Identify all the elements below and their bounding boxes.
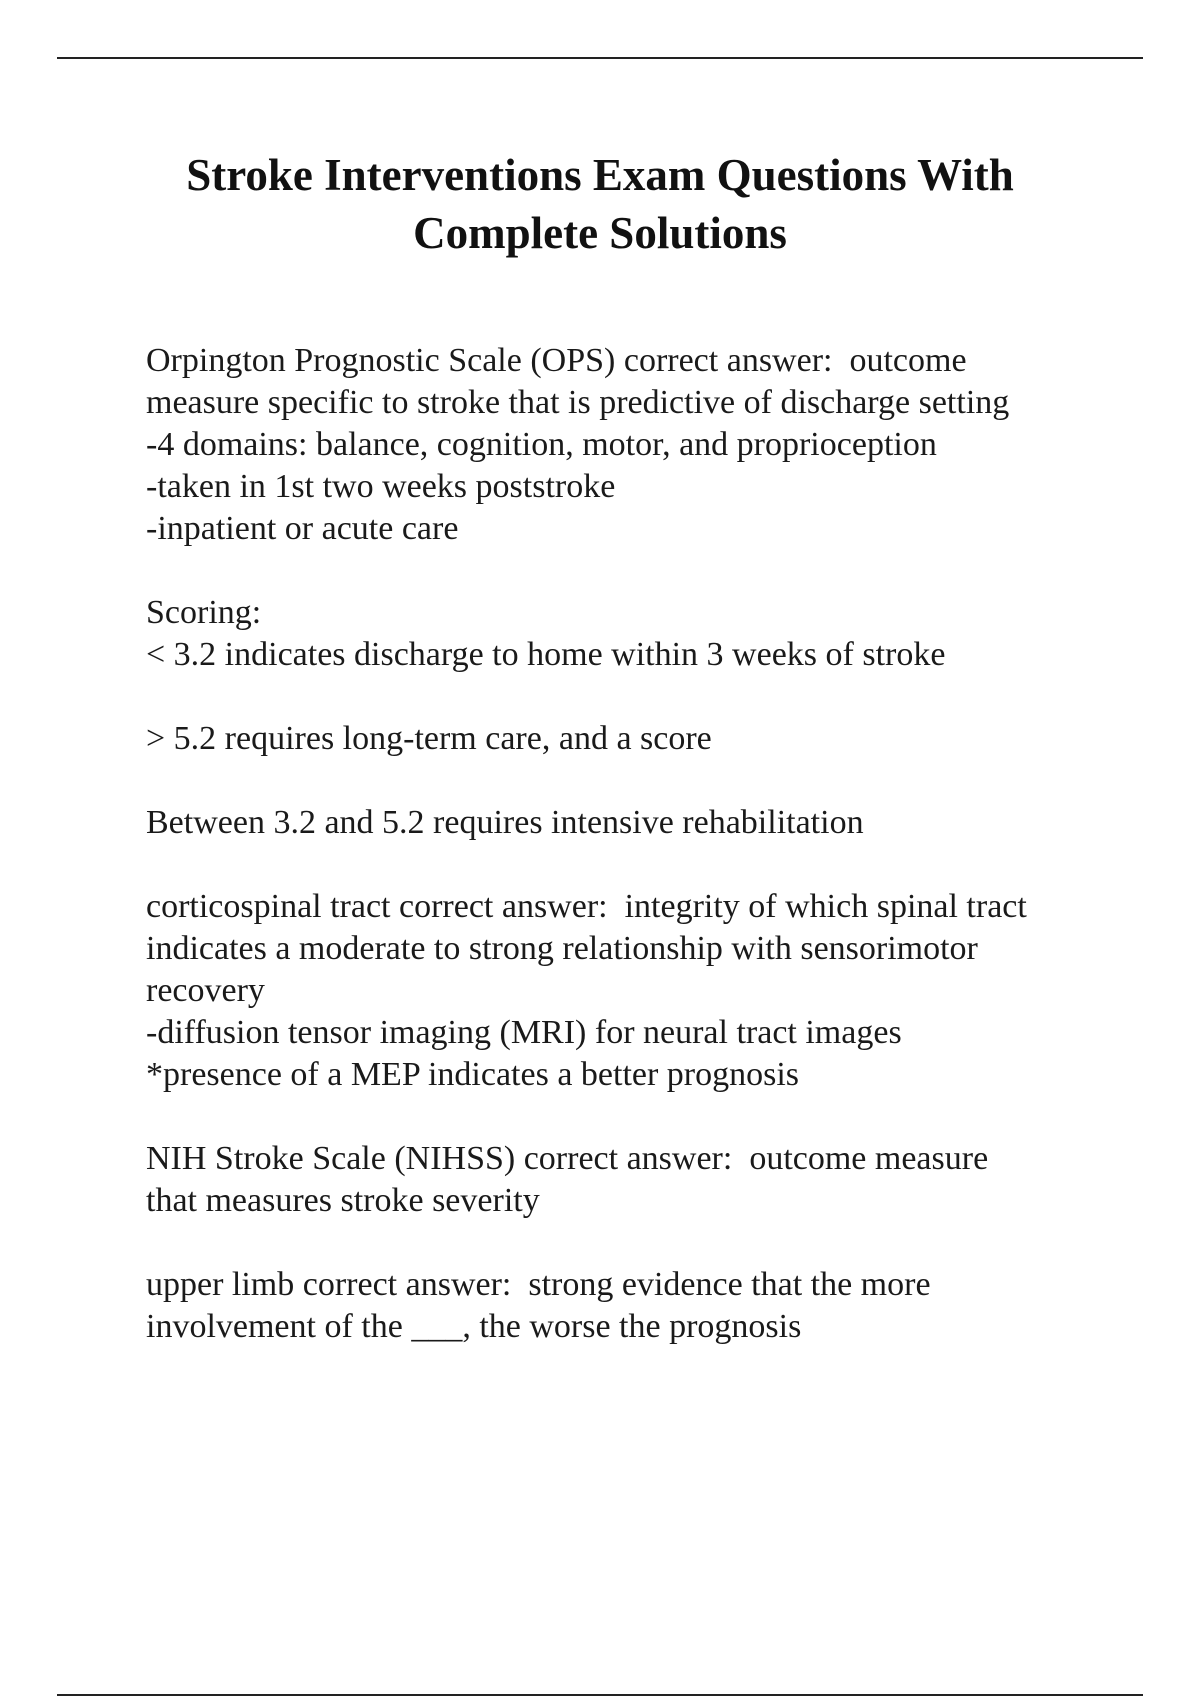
document-title (100, 146, 1100, 262)
text-line: recovery (146, 972, 265, 1009)
text-line: -4 domains: balance, cognition, motor, and proprioception (146, 426, 937, 463)
text-line: *presence of a MEP indicates a better prognosis (146, 1056, 800, 1093)
paragraph-gap (146, 676, 1146, 718)
text-line: > 5.2 requires long-term care, and a score (146, 720, 712, 757)
qa-corticospinal (146, 886, 1146, 1096)
scoring-rehab (146, 802, 1146, 844)
text-line: indicates a moderate to strong relationship with sensorimotor (146, 930, 978, 967)
qa-upper-limb (146, 1264, 1146, 1348)
bottom-rule (57, 1694, 1143, 1696)
scoring-long-term (146, 718, 1146, 760)
paragraph-gap (146, 1222, 1146, 1264)
text-line: Between 3.2 and 5.2 requires intensive rehabilitation (146, 804, 864, 841)
text-line: corticospinal tract correct answer: integrity of which spinal tract (146, 888, 1027, 925)
text-line: NIH Stroke Scale (NIHSS) correct answer: outcome measure (146, 1140, 989, 1177)
document-body (146, 340, 1146, 1348)
top-rule (57, 57, 1143, 59)
text-line: upper limb correct answer: strong evidence that the more (146, 1266, 931, 1303)
text-line: < 3.2 indicates discharge to home within 3 weeks of stroke (146, 636, 946, 673)
paragraph-gap (146, 1096, 1146, 1138)
text-line: involvement of the ___, the worse the prognosis (146, 1308, 802, 1345)
qa-nihss (146, 1138, 1146, 1222)
paragraph-gap (146, 844, 1146, 886)
text-line: measure specific to stroke that is predictive of discharge setting (146, 384, 1010, 421)
text-line: -diffusion tensor imaging (MRI) for neural tract images (146, 1014, 902, 1051)
paragraph-gap (146, 550, 1146, 592)
qa-ops (146, 340, 1146, 550)
text-line: Orpington Prognostic Scale (OPS) correct answer: outcome (146, 342, 967, 379)
scoring-section (146, 592, 1146, 676)
text-line: that measures stroke severity (146, 1182, 540, 1219)
title-line-2: Complete Solutions (413, 208, 787, 258)
title-line-1: Stroke Interventions Exam Questions With (186, 150, 1014, 200)
text-line: Scoring: (146, 594, 262, 631)
paragraph-gap (146, 760, 1146, 802)
text-line: -inpatient or acute care (146, 510, 459, 547)
text-line: -taken in 1st two weeks poststroke (146, 468, 616, 505)
